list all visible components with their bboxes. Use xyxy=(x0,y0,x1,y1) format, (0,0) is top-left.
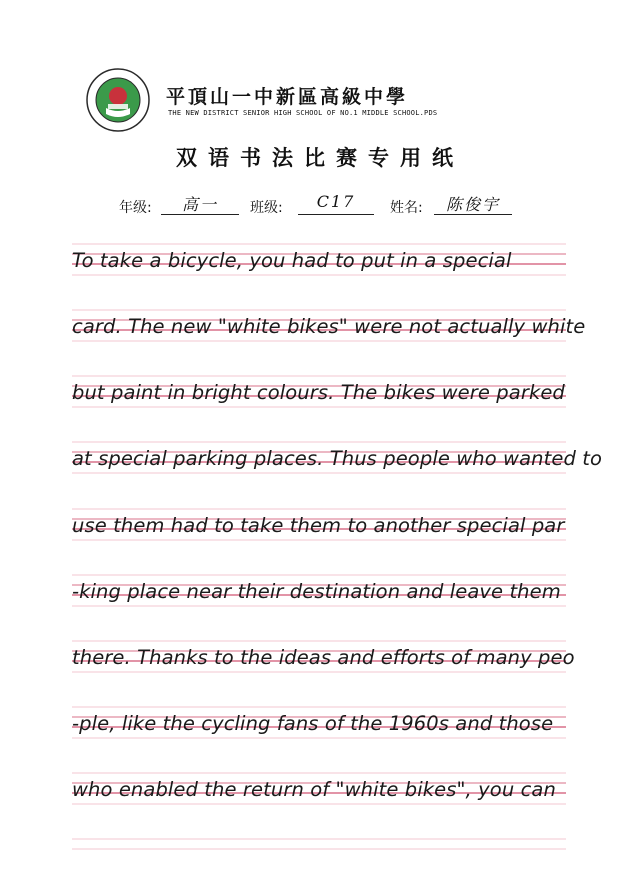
class-label: 班级: xyxy=(250,200,283,216)
writing-line-6: -king place near their destination and leave them xyxy=(72,580,561,603)
name-value: 陈俊宇 xyxy=(434,192,512,215)
writing-line-8: -ple, like the cycling fans of the 1960s and those xyxy=(72,712,554,735)
writing-line-4: at special parking places. Thus people who wanted to xyxy=(72,447,603,470)
writing-line-2: card. The new "white bikes" were not actually white xyxy=(72,315,586,338)
writing-line-1: To take a bicycle, you had to put in a special xyxy=(72,249,512,272)
grade-label: 年级: xyxy=(119,200,152,216)
school-name: 平頂山一中新區高級中學 xyxy=(166,86,409,108)
writing-line-3: but paint in bright colours. The bikes were parked xyxy=(72,381,565,404)
class-value: C17 xyxy=(298,192,374,215)
grade-value: 高一 xyxy=(161,192,239,215)
school-name-english: THE NEW DISTRICT SENIOR HIGH SCHOOL OF NO.1 MIDDLE SCHOOL.PDS xyxy=(168,109,438,117)
writing-line-5: use them had to take them to another special par xyxy=(72,514,565,537)
page-title: 双语书法比赛专用纸 xyxy=(176,145,464,170)
name-label: 姓名: xyxy=(390,200,423,216)
writing-line-9: who enabled the return of "white bikes", you can xyxy=(72,778,556,801)
writing-line-7: there. Thanks to the ideas and efforts of many peo xyxy=(72,646,575,669)
